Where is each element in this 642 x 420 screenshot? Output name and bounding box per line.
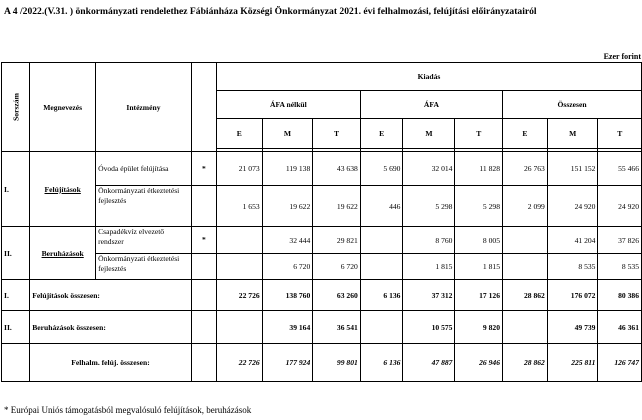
total-value: 36 541 <box>313 311 361 344</box>
header-intezmeny: Intézmény <box>96 63 192 152</box>
value-cell: 5 690 <box>360 152 403 186</box>
value-cell: 21 073 <box>216 152 262 186</box>
grand-total-value: 99 801 <box>313 344 361 382</box>
total-value: 37 312 <box>403 280 455 311</box>
total-value: 63 260 <box>313 280 361 311</box>
table-row <box>2 152 642 186</box>
budget-table <box>1 62 642 382</box>
header-group-afa-nelkul: ÁFA nélkül <box>216 91 360 119</box>
value-cell: 19 622 <box>262 186 313 227</box>
header-megnevezes: Megnevezés <box>30 63 96 152</box>
grand-total-value: 22 726 <box>216 344 262 382</box>
total-value: 9 820 <box>455 311 503 344</box>
total-value: 28 862 <box>503 280 548 311</box>
grand-total-value: 6 136 <box>360 344 403 382</box>
grand-total-row <box>2 344 642 382</box>
value-cell: 55 466 <box>598 152 642 186</box>
total-value: 17 126 <box>455 280 503 311</box>
total-value: 49 739 <box>547 311 598 344</box>
subheader-t: T <box>455 119 503 149</box>
header-sorszam: Sorszám <box>2 63 30 152</box>
header-kiadas: Kiadás <box>216 63 641 91</box>
asterisk-mark: * <box>191 227 216 254</box>
total-value: 80 386 <box>598 280 642 311</box>
grand-total-value: 28 862 <box>503 344 548 382</box>
subheader-t: T <box>313 119 361 149</box>
header-group-osszesen: Összesen <box>503 91 642 119</box>
value-cell <box>503 254 548 280</box>
value-cell: 151 152 <box>547 152 598 186</box>
value-cell: 5 298 <box>403 186 455 227</box>
subheader-m: M <box>403 119 455 149</box>
total-value: 22 726 <box>216 280 262 311</box>
page-title: A 4 /2022.(V.31. ) önkormányzati rendelethez Fábiánháza Községi Önkormányzat 2021. évi felhalmozási, felújítási előirányzatairól <box>4 6 537 17</box>
value-cell: 1 815 <box>403 254 455 280</box>
total-value <box>360 311 403 344</box>
value-cell: 5 298 <box>455 186 503 227</box>
value-cell: 24 920 <box>598 186 642 227</box>
unit-label: Ezer forint <box>603 52 641 61</box>
value-cell <box>216 227 262 254</box>
row-intezmeny: Csapadékvíz elvezető rendszer <box>96 227 192 254</box>
total-label: Felújítások összesen: <box>30 280 192 311</box>
value-cell: 6 720 <box>313 254 361 280</box>
grand-total-value: 26 946 <box>455 344 503 382</box>
subheader-e: E <box>503 119 548 149</box>
value-cell: 1 815 <box>455 254 503 280</box>
total-value: 138 760 <box>262 280 313 311</box>
value-cell: 19 622 <box>313 186 361 227</box>
value-cell: 37 826 <box>598 227 642 254</box>
total-number: I. <box>2 280 30 311</box>
row-intezmeny: Óvoda épület felújítása <box>96 152 192 186</box>
value-cell: 32 014 <box>403 152 455 186</box>
section-number: II. <box>2 227 30 280</box>
value-cell: 8 760 <box>403 227 455 254</box>
value-cell: 26 763 <box>503 152 548 186</box>
header-group-afa: ÁFA <box>360 91 502 119</box>
total-value: 176 072 <box>547 280 598 311</box>
subheader-t: T <box>598 119 642 149</box>
value-cell: 446 <box>360 186 403 227</box>
value-cell: 119 138 <box>262 152 313 186</box>
asterisk-mark <box>191 186 216 227</box>
total-value: 39 164 <box>262 311 313 344</box>
header-star-column <box>191 63 216 152</box>
table-row <box>2 186 642 227</box>
total-value: 10 575 <box>403 311 455 344</box>
value-cell <box>503 227 548 254</box>
value-cell: 2 099 <box>503 186 548 227</box>
grand-total-value: 126 747 <box>598 344 642 382</box>
value-cell <box>360 227 403 254</box>
asterisk-mark: * <box>191 152 216 186</box>
total-label: Beruházások összesen: <box>30 311 192 344</box>
value-cell: 43 638 <box>313 152 361 186</box>
section-name: Felújítások <box>30 152 96 227</box>
subheader-e: E <box>216 119 262 149</box>
total-value <box>503 311 548 344</box>
value-cell: 32 444 <box>262 227 313 254</box>
value-cell: 8 535 <box>598 254 642 280</box>
grand-total-value: 177 924 <box>262 344 313 382</box>
total-value <box>216 311 262 344</box>
value-cell: 24 920 <box>547 186 598 227</box>
total-number: II. <box>2 311 30 344</box>
value-cell: 29 821 <box>313 227 361 254</box>
section-name: Beruházások <box>30 227 96 280</box>
table-row <box>2 227 642 254</box>
value-cell: 11 828 <box>455 152 503 186</box>
total-row <box>2 311 642 344</box>
asterisk-mark <box>191 254 216 280</box>
value-cell: 8 005 <box>455 227 503 254</box>
row-intezmeny: Önkormányzati étkeztetési fejlesztés <box>96 254 192 280</box>
value-cell: 1 653 <box>216 186 262 227</box>
value-cell <box>360 254 403 280</box>
total-row <box>2 280 642 311</box>
value-cell: 6 720 <box>262 254 313 280</box>
grand-total-value: 225 811 <box>547 344 598 382</box>
value-cell: 8 535 <box>547 254 598 280</box>
subheader-m: M <box>547 119 598 149</box>
value-cell <box>216 254 262 280</box>
table-row <box>2 254 642 280</box>
grand-total-label: Felhalm. felúj. összesen: <box>30 344 192 382</box>
footnote: * Európai Uniós támogatásból megvalósuló felújítások, beruházások <box>4 405 252 415</box>
grand-total-value: 47 887 <box>403 344 455 382</box>
total-value: 6 136 <box>360 280 403 311</box>
total-value: 46 361 <box>598 311 642 344</box>
section-number: I. <box>2 152 30 227</box>
value-cell: 41 204 <box>547 227 598 254</box>
subheader-m: M <box>262 119 313 149</box>
subheader-e: E <box>360 119 403 149</box>
row-intezmeny: Önkormányzati étkeztetési fejlesztés <box>96 186 192 227</box>
